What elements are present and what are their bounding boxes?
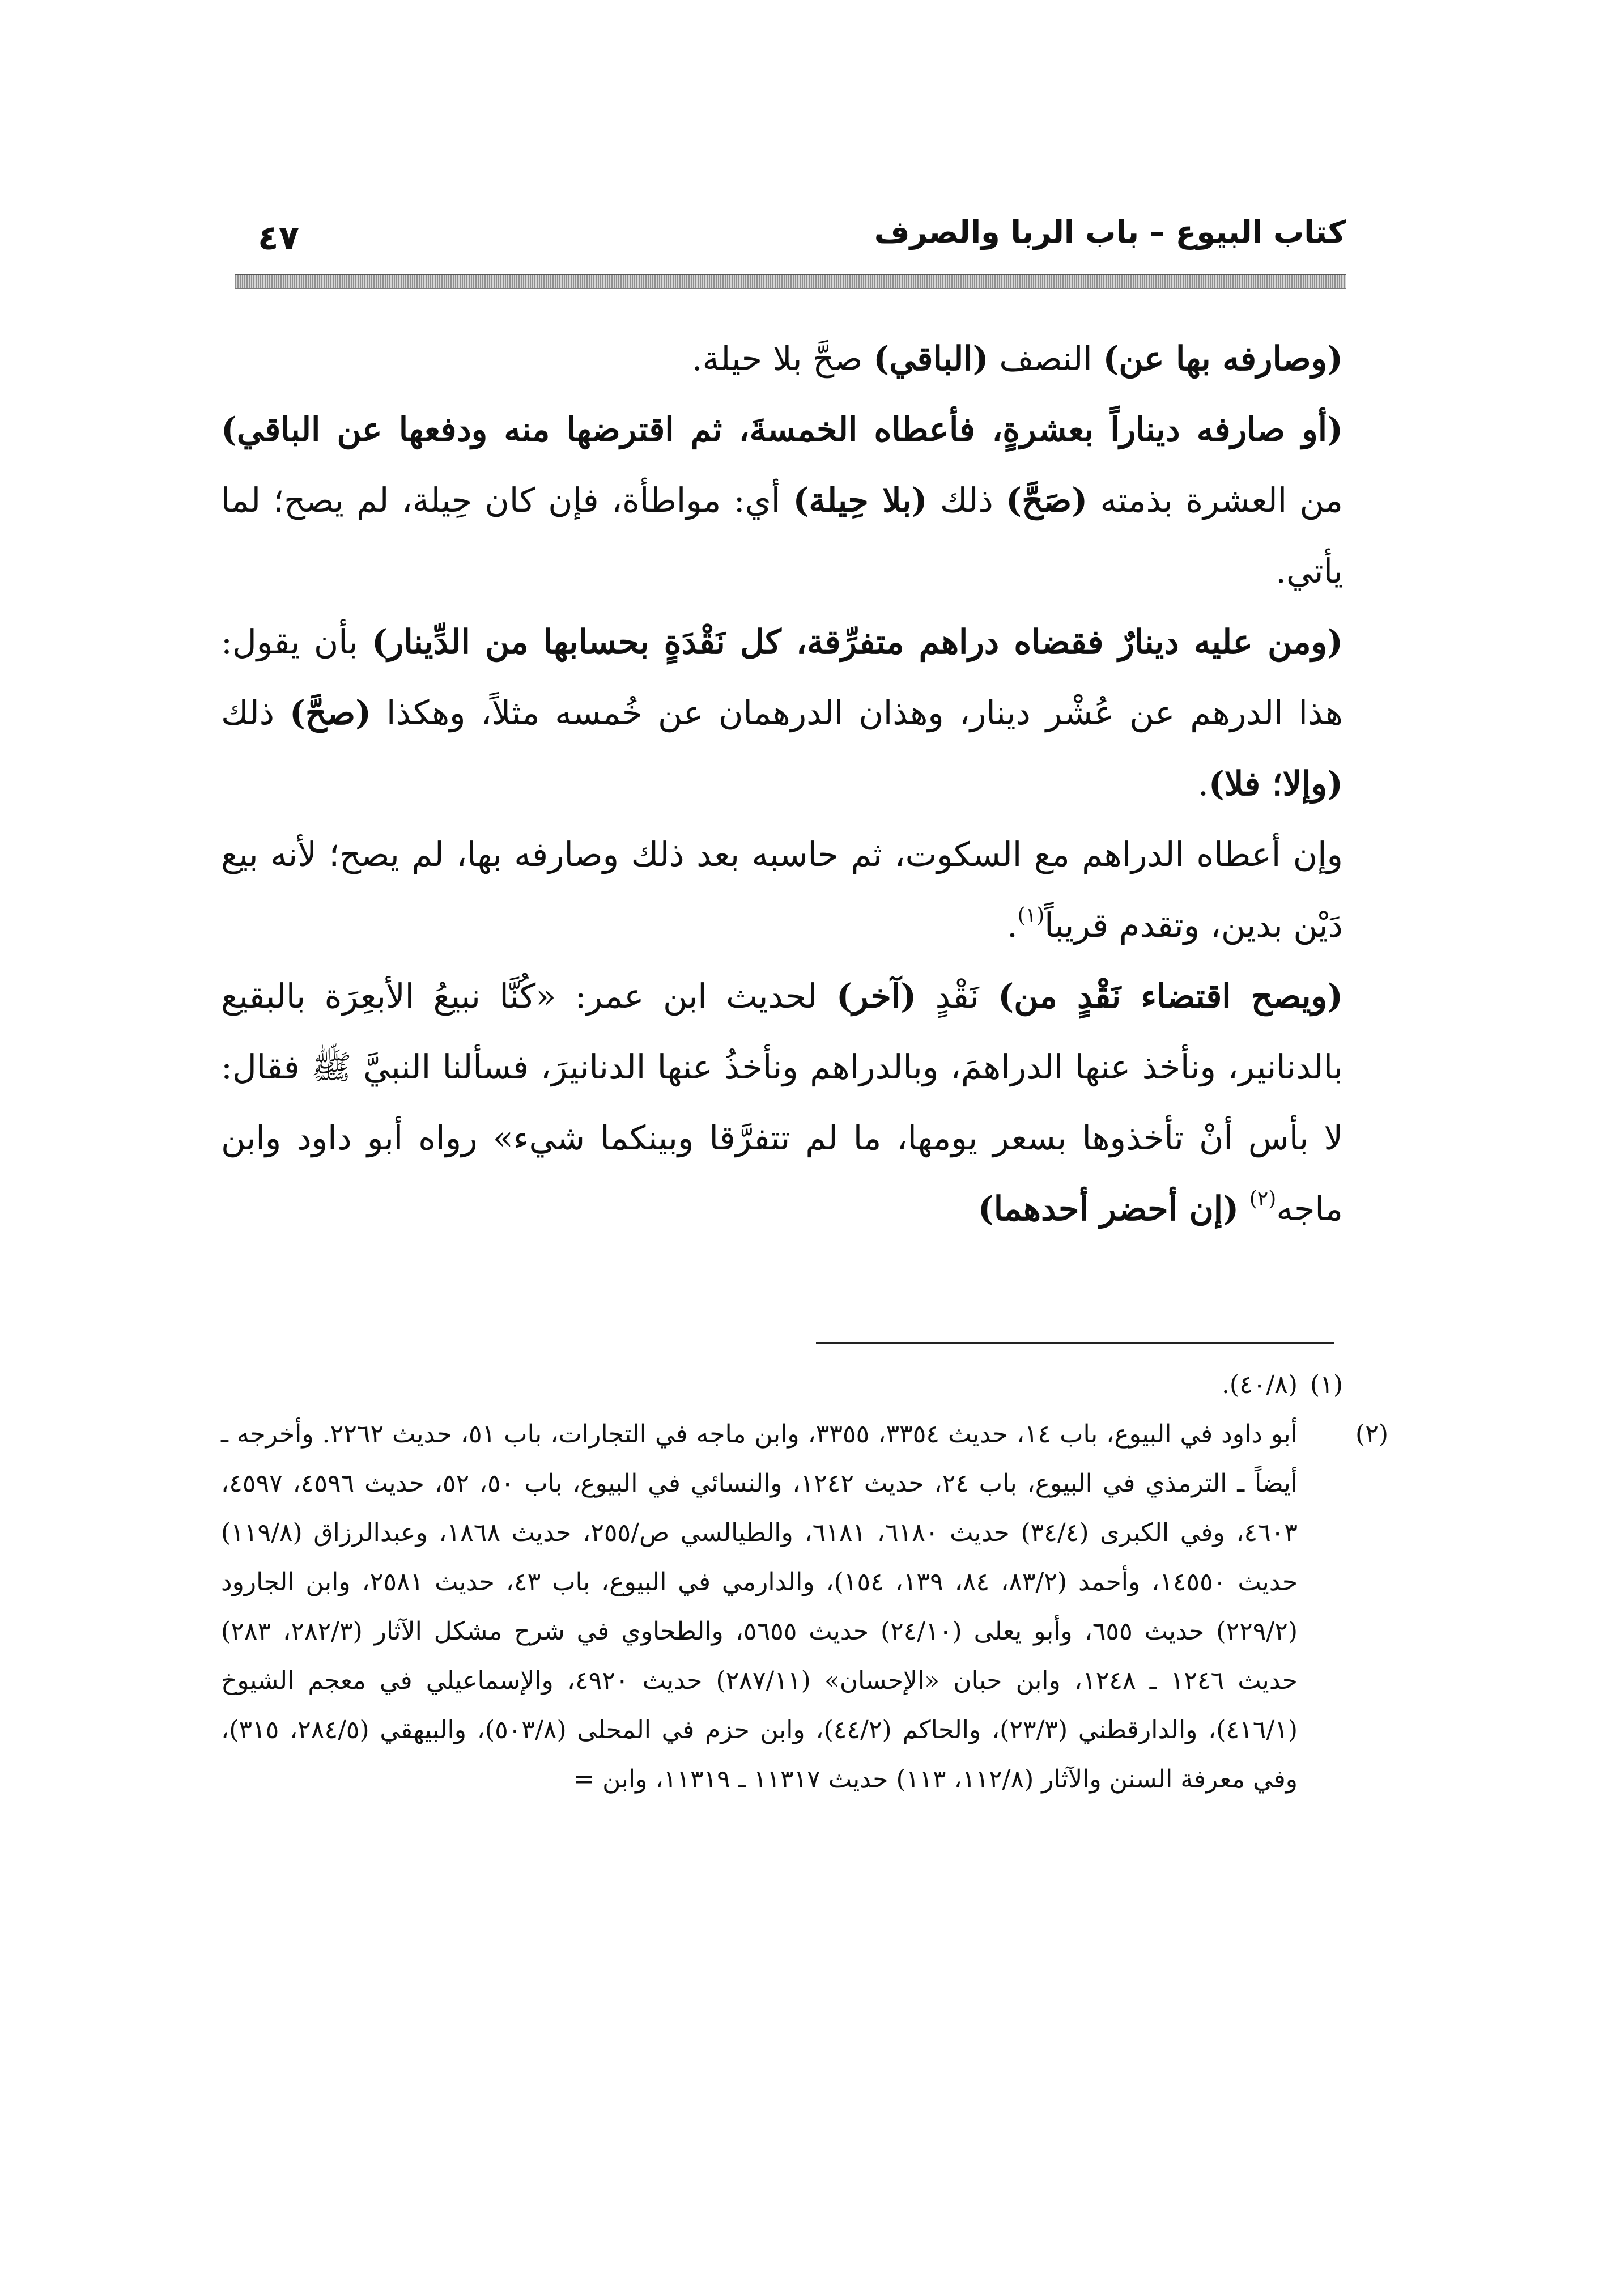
body-text-run xyxy=(1239,1189,1249,1228)
paragraph xyxy=(221,961,1343,1244)
page-number: ٤٧ xyxy=(258,218,300,258)
bold-text: (صَحَّ) xyxy=(1006,481,1088,520)
footnotes xyxy=(221,1360,1388,1804)
footnote-reference: (٢) xyxy=(1249,1187,1277,1211)
footnote-number: (١) xyxy=(1310,1370,1343,1399)
chapter-title: كتاب البيوع – باب الربا والصرف xyxy=(874,214,1346,250)
main-text xyxy=(221,323,1343,1244)
bold-text: (إن أحضر أحدهما) xyxy=(977,1189,1239,1228)
body-text-run: نَقْدٍ xyxy=(916,976,998,1016)
body-text-run: . xyxy=(1198,764,1209,803)
bold-text: (الباقي) xyxy=(873,339,989,378)
footnote-reference: (١) xyxy=(1017,904,1045,927)
footnote xyxy=(221,1360,1343,1409)
footnote-text: (٤٠/٨). xyxy=(1221,1370,1298,1399)
paragraph xyxy=(221,323,1343,394)
bold-text: (وصارفه بها عن) xyxy=(1103,339,1343,378)
body-text-run: . xyxy=(1006,906,1018,945)
body-text-run: لحديث ابن عمر: «كُنَّا نبيعُ الأبعِرَة بالبقيع بالدنانير، ونأخذ عنها الدراهمَ، وبالدراهم ونأخذُ عنها الدنانيرَ، فسألنا النبيَّ ﷺ فقال: لا بأس أنْ تأخذوها بسعر يومها، ما لم تتفرَّقا وبينكما شيء» رواه أبو داود وابن ماجه xyxy=(221,976,1343,1228)
footnote-divider xyxy=(816,1342,1334,1344)
bold-text: (أو صارفه ديناراً بعشرةٍ، فأعطاه الخمسةَ، ثم اقترضها منه ودفعها عن الباقي) xyxy=(221,410,1343,449)
body-text-run: من العشرة بذمته xyxy=(1087,481,1344,520)
bold-text: (ومن عليه دينارٌ فقضاه دراهم متفرِّقة، كل نَقْدَةٍ بحسابها من الدِّينار) xyxy=(371,622,1343,661)
footnote-text: أبو داود في البيوع، باب ١٤، حديث ٣٣٥٤، ٣٣٥٥، وابن ماجه في التجارات، باب ٥١، حديث ٢٢٦٢. وأخرجه ـ أيضاً ـ الترمذي في البيوع، باب ٢٤، حديث ١٢٤٢، والنسائي في البيوع، باب ٥٠، ٥٢، حديث ٤٥٩٦، ٤٥٩٧، ٤٦٠٣، وفي الكبرى (٣٤/٤) حديث ٦١٨٠، ٦١٨١، والطيالسي ص/٢٥٥، حديث ١٨٦٨، وعبدالرزاق (١١٩/٨) حديث ١٤٥٥٠، وأحمد (٨٣/٢، ٨٤، ١٣٩، ١٥٤)، والدارمي في البيوع، باب ٤٣، حديث ٢٥٨١، وابن الجارود (٢٢٩/٢) حديث ٦٥٥، وأبو يعلى (٢٤/١٠) حديث ٥٦٥٥، والطحاوي في شرح مشكل الآثار (٢٨٢/٣، ٢٨٣) حديث ١٢٤٦ ـ ١٢٤٨، وابن حبان «الإحسان» (٢٨٧/١١) حديث ٤٩٢٠، والإسماعيلي في معجم الشيوخ (٤١٦/١)، والدارقطني (٢٣/٣)، والحاكم (٤٤/٢)، وابن حزم في المحلى (٥٠٣/٨)، والبيهقي (٢٨٤/٥، ٣١٥)، وفي معرفة السنن والآثار (١١٢/٨، ١١٣) حديث ١١٣١٧ ـ ١١٣١٩، وابن = xyxy=(221,1420,1298,1794)
paragraph xyxy=(221,819,1343,961)
body-text-run: النصف xyxy=(988,339,1103,378)
bold-text: (ويصح اقتضاء نَقْدٍ من) xyxy=(998,976,1343,1016)
body-text-run: ذلك xyxy=(221,693,290,732)
footnote xyxy=(221,1409,1388,1804)
body-text-run: بأن يقول: هذا الدرهم عن عُشْر دينار، وهذان الدرهمان عن خُمسه مثلاً، وهكذا xyxy=(221,622,1343,732)
paragraph xyxy=(221,394,1343,606)
running-header xyxy=(235,204,1346,266)
header-divider xyxy=(235,274,1346,289)
bold-text: (بلا حِيلة) xyxy=(793,481,928,520)
body-text-run: صحَّ بلا حيلة. xyxy=(691,339,874,378)
body-text-run: أي: مواطأة، فإن كان حِيلة، لم يصح؛ لما يأتي. xyxy=(221,481,1343,591)
bold-text: (صحَّ) xyxy=(289,693,371,732)
bold-text: (آخر) xyxy=(836,976,917,1016)
paragraph xyxy=(221,606,1343,819)
body-text-run: ذلك xyxy=(927,481,1006,520)
footnote-number: (٢) xyxy=(1355,1420,1388,1449)
body-text-run: وإن أعطاه الدراهم مع السكوت، ثم حاسبه بعد ذلك وصارفه بها، لم يصح؛ لأنه بيع دَيْن بدين، وتقدم قريباً xyxy=(221,835,1343,945)
bold-text: (وإلا؛ فلا) xyxy=(1208,764,1343,803)
